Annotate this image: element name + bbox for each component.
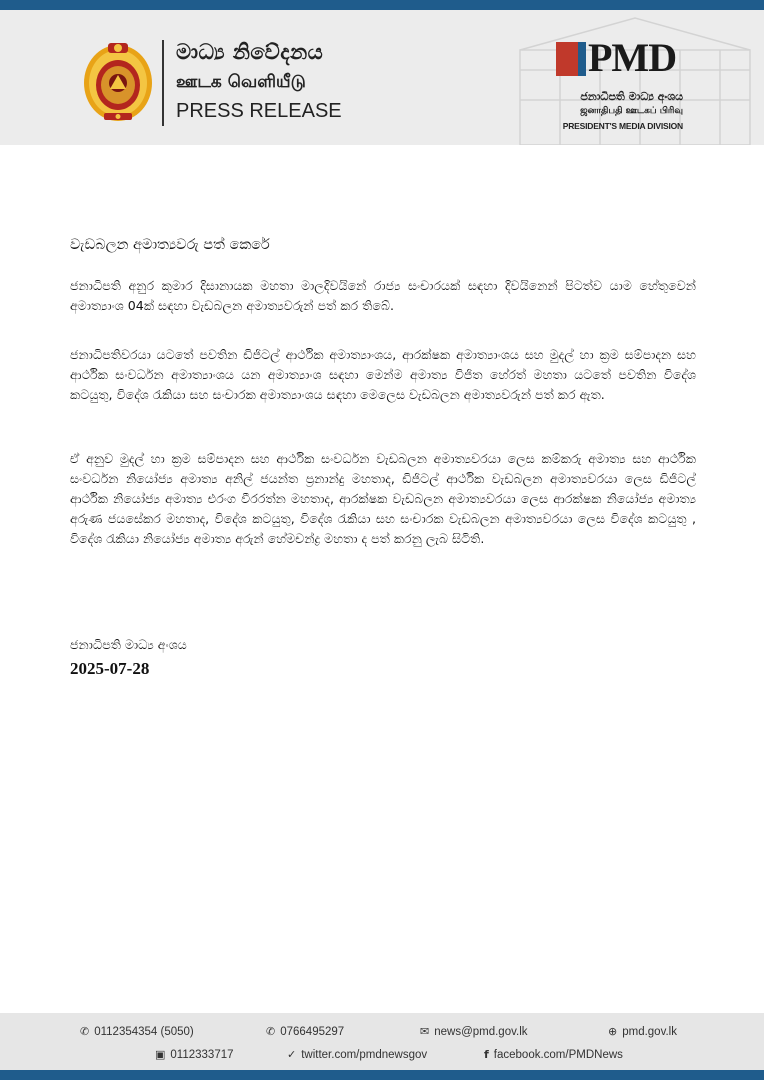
press-release-title-sinhala: මාධ්‍ය නිවේදනය [176,40,324,64]
twitter-text: twitter.com/pmdnewsgov [301,1049,428,1061]
twitter-icon: ✓ [287,1048,297,1061]
press-release-title-english: PRESS RELEASE [176,100,342,122]
phone-2-text: 0766495297 [280,1026,345,1038]
footer-facebook[interactable] [484,1048,623,1061]
release-date: 2025-07-28 [70,659,150,678]
division-name-english: PRESIDENT'S MEDIA DIVISION [562,121,683,131]
email-icon: ✉ [420,1025,430,1038]
letterhead-header [0,10,764,145]
footer-phone-2[interactable] [266,1025,344,1038]
bottom-accent-bar [0,1070,764,1080]
globe-icon: ⊕ [608,1025,618,1038]
sri-lanka-emblem-icon [80,37,156,125]
facebook-text: facebook.com/PMDNews [493,1049,623,1061]
document-title: වැඩබලන අමාත්‍යවරු පත් කෙරේ [70,237,270,253]
fax-text: 0112333717 [170,1049,234,1061]
pmd-logo-text: PMD [588,35,677,80]
website-text: pmd.gov.lk [622,1026,677,1038]
top-accent-bar [0,0,764,10]
header-divider [162,40,164,126]
contact-footer [0,1013,764,1070]
phone-icon: ✆ [80,1025,90,1038]
signature-line: ජනාධිපති මාධ්‍ය අංශය [70,637,187,652]
footer-twitter[interactable] [287,1048,427,1061]
pmd-logo-red-block [556,42,578,76]
division-name-sinhala: ජනාධිපති මාධ්‍ය අංශය [580,90,683,103]
fax-icon: ▣ [155,1048,166,1061]
pmd-logo [556,35,680,82]
phone-icon: ✆ [266,1025,276,1038]
body-paragraph-3: ඒ අනුව මුදල් හා ක්‍රම සම්පාදන සහ ආර්ථික සංවර්ධන වැඩබලන අමාත්‍යවරයා ලෙස කම්කරු අමාත්‍ය සහ ආර්ථික සංවර්ධන නියෝජ්‍ය අමාත්‍ය අනිල් ජයන්ත ප්‍රනාන්දු මහතාද, ඩිජිටල් ආර්ථික වැඩබලන අමාත්‍යවරයා ලෙස ඩිජිටල් ආර්ථික නියෝජ්‍ය අමාත්‍ය එරංග වීරරත්න මහතාද, ආරක්ෂක වැඩබලන අමාත්‍යවරයා ලෙස ආරක්ෂක නියෝජ්‍ය අමාත්‍ය අරුණ ජයසේකර මහතාද, විදේශ කටයුතු, විදේශ රැකියා සහ සංචාරක වැඩබලන අමාත්‍යවරයා ලෙස විදේශ කටයුතු , විදේශ රැකියා නියෝජ්‍ය අමාත්‍ය අරුන් හේමචන්ද්‍ර මහතා ද පත් කරනු ලැබ සිටිති. [70,451,696,546]
footer-phone-1[interactable] [80,1025,194,1038]
division-name-tamil: ஜனாதிபதி ஊடகப் பிரிவு [580,106,683,116]
facebook-icon: f [484,1048,489,1061]
footer-fax[interactable] [155,1048,234,1061]
pmd-logo-blue-block [578,42,586,76]
email-text: news@pmd.gov.lk [434,1026,528,1038]
footer-website[interactable] [608,1025,677,1038]
body-paragraph-1: ජනාධිපති අනුර කුමාර දිසානායක මහතා මාලදිවයිනේ රාජ්‍ය සංචාරයක් සඳහා දිවයිනෙන් පිටත්ව යාම හේතුවෙන් අමාත්‍යාංශ 04ක් සඳහා වැඩබලන අමාත්‍යවරුන් පත් කර තිබේ. [70,278,696,313]
phone-1-text: 0112354354 (5050) [94,1026,194,1038]
body-paragraph-2: ජනාධිපතිවරයා යටතේ පවතින ඩිජිටල් ආර්ථික අමාත්‍යාංශය, ආරක්ෂක අමාත්‍යාංශය සහ මුදල් හා ක්‍රම සම්පාදන සහ ආර්ථික සංවර්ධන අමාත්‍යාංශය යන අමාත්‍යාංශ සඳහා මෙන්ම අමාත්‍ය විජිත හේරත් මහතා යටතේ පවතින විදේශ කටයුතු, විදේශ රැකියා සහ සංචාරක අමාත්‍යාංශය සඳහා මෙලෙස වැඩබලන අමාත්‍යවරුන් පත් කර ඇත. [70,347,696,402]
footer-email[interactable] [420,1025,528,1038]
press-release-title-tamil: ஊடக வெளியீடு [176,72,306,92]
